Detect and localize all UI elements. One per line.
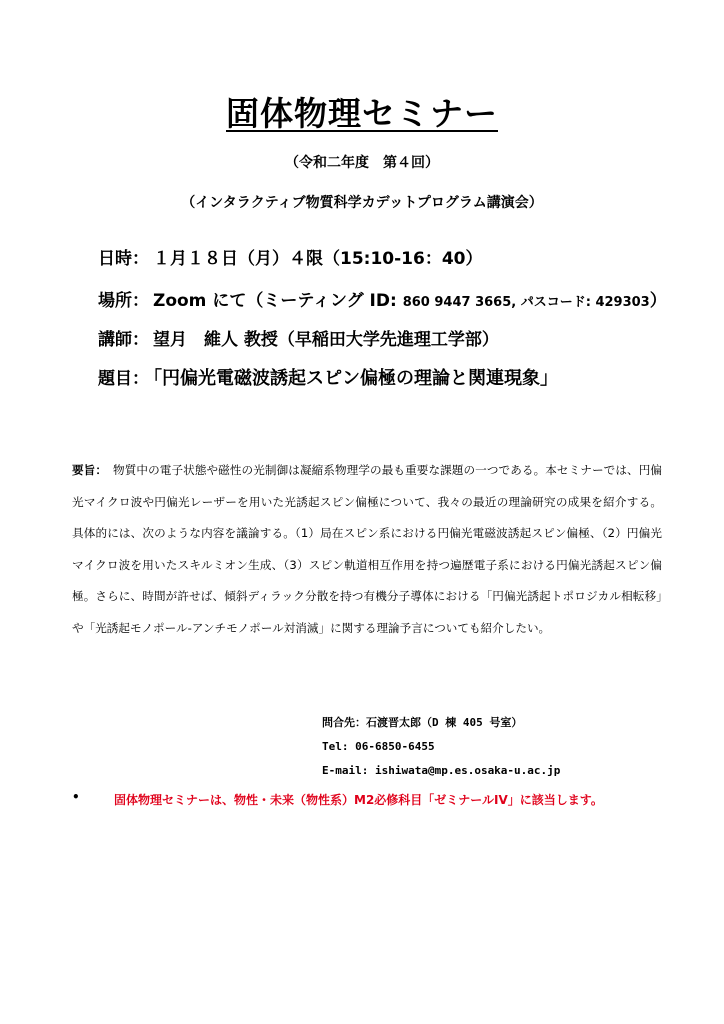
bullet-icon: •	[72, 790, 80, 804]
title-text: 固体物理セミナー	[226, 94, 498, 133]
lecturer-label: 講師：	[98, 330, 149, 350]
venue-close: ）	[649, 291, 667, 311]
session-subtitle: （令和二年度 第４回）	[285, 155, 439, 171]
contact-tel: Tel: 06-6850-6455	[322, 740, 435, 753]
topic-value: 「円偏光電磁波誘起スピン偏極の理論と関連現象」	[153, 368, 558, 389]
topic-line	[98, 364, 558, 390]
venue-value: Zoom にて（ミーティング ID:	[153, 291, 403, 311]
page-title	[0, 88, 724, 135]
lecturer-line	[98, 325, 499, 350]
abstract-text: 物質中の電子状態や磁性の光制御は凝縮系物理学の最も重要な課題の一つである。本セミナーでは、円偏光マイクロ波や円偏光レーザーを用いた光誘起スピン偏極について、我々の最近の理論研究の成果を紹介する。具体的には、次のような内容を議論する。（1）局在スピン系における円偏光電磁波誘起スピン偏極、（2）円偏光マイクロ波を用いたスキルミオン生成、（3）スピン軌道相互作用を持つ遍歴電子系における円偏光誘起スピン偏極。さらに、時間が許せば、傾斜ディラック分散を持つ有機分子導体における「円偏光誘起トポロジカル相転移」や「光誘起モノポール-アンチモノポール対消滅」に関する理論予言についても紹介したい。	[72, 463, 662, 635]
contact-email: E-mail: ishiwata@mp.es.osaka-u.ac.jp	[322, 764, 561, 777]
abstract-paragraph	[72, 455, 662, 644]
lecturer-value: 望月 維人 教授（早稲田大学先進理工学部）	[153, 330, 499, 350]
course-note-text: 固体物理セミナーは、物性・未来（物性系）M2必修科目「ゼミナールIV」に該当します。	[114, 793, 603, 807]
schedule-value: １月１８日（月）４限（15:10-16：40）	[153, 249, 483, 269]
schedule-label: 日時：	[98, 249, 149, 269]
topic-label: 題目：	[98, 369, 149, 389]
program-subtitle: （インタラクティブ物質科学カデットプログラム講演会）	[181, 195, 543, 211]
contact-inquiry: 問合先：石渡晋太郎（D 棟 405 号室）	[322, 716, 523, 729]
venue-label: 場所：	[98, 291, 149, 311]
meeting-details: 860 9447 3665, パスコード: 429303	[402, 295, 650, 310]
abstract-label: 要旨：	[72, 463, 108, 477]
contact-block	[322, 711, 560, 783]
venue-line	[98, 286, 667, 311]
schedule-line	[98, 244, 482, 269]
